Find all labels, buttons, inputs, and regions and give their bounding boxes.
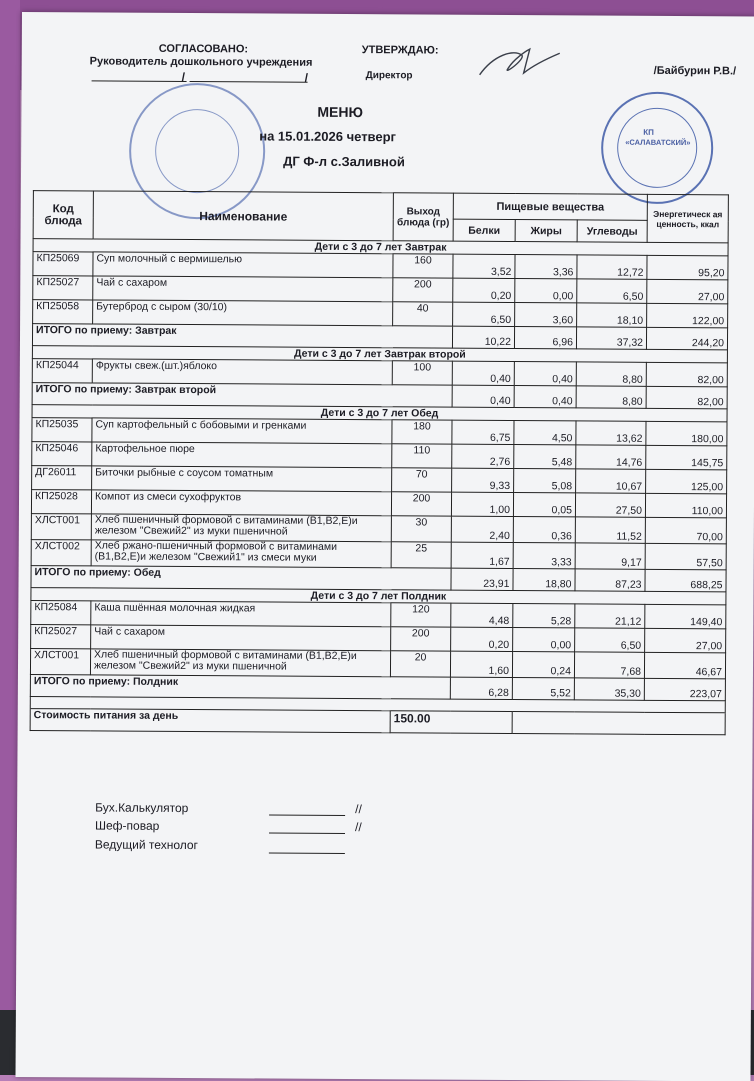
- dish-code: КП25084: [31, 601, 91, 625]
- total-label: ИТОГО по приему: Завтрак второй: [32, 383, 452, 408]
- dish-code: КП25027: [33, 276, 93, 300]
- dish-code: КП25028: [31, 490, 91, 514]
- dish-fat: 5,48: [514, 445, 576, 469]
- dish-yield: 110: [392, 444, 452, 468]
- header-yield: Выход блюда (гр): [393, 193, 453, 241]
- dish-energy: 122,00: [647, 303, 728, 327]
- header-name: Наименование: [93, 191, 393, 241]
- dish-protein: 4,48: [451, 603, 513, 627]
- signature-role-technologist: Ведущий технолог: [94, 837, 198, 853]
- dish-fat: 0,24: [512, 652, 574, 678]
- dish-protein: 2,40: [451, 516, 513, 542]
- dish-yield: 120: [391, 603, 451, 627]
- dish-protein: 1,00: [451, 492, 513, 516]
- dish-name: Суп картофельный с бобовыми и гренками: [92, 418, 392, 444]
- dish-carbs: 11,52: [575, 517, 645, 543]
- menu-table: [30, 190, 729, 735]
- section-title: Дети с 3 до 7 лет Обед: [32, 405, 727, 422]
- cost-label: Стоимость питания за день: [30, 709, 390, 733]
- dish-code: КП25035: [32, 418, 92, 442]
- header-code: Код блюда: [33, 191, 93, 239]
- dish-energy: 57,50: [645, 543, 726, 569]
- total-label: ИТОГО по приему: Завтрак: [32, 324, 452, 349]
- dish-yield: 180: [392, 420, 452, 444]
- dish-energy: 145,75: [646, 445, 727, 469]
- total-carbs: 87,23: [575, 569, 645, 591]
- dish-protein: 6,50: [453, 302, 515, 326]
- dish-energy: 95,20: [647, 255, 728, 279]
- total-fat: 0,40: [514, 386, 576, 408]
- agreed-title: СОГЛАСОВАНО:: [158, 42, 249, 56]
- dish-name: Чай с сахаром: [93, 276, 393, 302]
- dish-energy: 27,00: [645, 628, 726, 652]
- dish-name: Фрукты свеж.(шт.)яблоко: [92, 359, 392, 385]
- total-protein: 6,28: [450, 677, 512, 699]
- dish-fat: 3,60: [515, 303, 577, 327]
- menu-date: на 15.01.2026 четверг: [259, 128, 397, 145]
- dish-protein: 2,76: [452, 444, 514, 468]
- signature-line-accountant: [269, 815, 345, 816]
- dish-name: Бутерброд с сыром (30/10): [93, 300, 393, 326]
- total-protein: 10,22: [452, 326, 514, 348]
- dish-carbs: 10,67: [576, 469, 646, 493]
- total-energy: 223,07: [644, 678, 725, 700]
- dish-name: Биточки рыбные с соусом томатным: [92, 466, 392, 492]
- dish-carbs: 8,80: [576, 362, 646, 386]
- signature-sep-chef: //: [354, 820, 362, 835]
- dish-energy: 46,67: [644, 652, 725, 678]
- dish-code: КП25069: [33, 252, 93, 276]
- cost-value: 150.00: [390, 711, 512, 734]
- signature-role-accountant: Бух.Калькулятор: [95, 800, 189, 816]
- dish-carbs: 21,12: [575, 604, 645, 628]
- dish-protein: 0,40: [452, 361, 514, 385]
- total-label: ИТОГО по приему: Обед: [31, 566, 451, 591]
- dish-protein: 1,67: [451, 542, 513, 568]
- dish-energy: 110,00: [645, 493, 726, 517]
- dish-yield: 30: [391, 516, 451, 542]
- dish-name: Компот из смеси сухофруктов: [91, 490, 391, 516]
- approve-name: /Байбурин Р.В./: [653, 64, 737, 78]
- dish-carbs: 9,17: [575, 543, 645, 569]
- dish-carbs: 13,62: [576, 421, 646, 445]
- dish-fat: 5,08: [514, 469, 576, 493]
- header-energy: Энергетическ ая ценность, ккал: [647, 194, 728, 242]
- signature-role-chef: Шеф-повар: [94, 818, 160, 833]
- dish-fat: 3,33: [513, 543, 575, 569]
- total-fat: 5,52: [512, 678, 574, 700]
- dish-name: Хлеб пшеничный формовой с витаминами (В1,В2,Е)и железом "Свежий2" из муки пшеничной: [91, 514, 391, 542]
- dish-carbs: 6,50: [577, 279, 647, 303]
- dish-yield: 100: [392, 361, 452, 385]
- agreed-role: Руководитель дошкольного учреждения: [89, 55, 313, 69]
- dish-yield: 200: [391, 492, 451, 516]
- menu-body: [30, 239, 728, 701]
- dish-protein: 6,75: [452, 420, 514, 444]
- dish-yield: 200: [393, 278, 453, 302]
- dish-yield: 70: [392, 468, 452, 492]
- approve-title: УТВЕРЖДАЮ:: [361, 44, 439, 57]
- dish-yield: 200: [391, 627, 451, 651]
- header-carbs: Углеводы: [577, 220, 647, 242]
- dish-fat: 0,40: [514, 362, 576, 386]
- total-fat: 18,80: [513, 569, 575, 591]
- agreed-sign-line-right: [190, 81, 308, 83]
- total-carbs: 8,80: [576, 386, 646, 408]
- dish-code: ХЛСТ001: [31, 514, 91, 540]
- dish-code: ХЛСТ001: [30, 649, 90, 675]
- dish-fat: 0,00: [515, 279, 577, 303]
- cost-row: [30, 709, 725, 735]
- director-signature: [474, 45, 564, 86]
- total-fat: 6,96: [514, 327, 576, 349]
- dish-yield: 20: [390, 651, 450, 677]
- total-energy: 244,20: [646, 327, 727, 349]
- dish-name: Чай с сахаром: [91, 625, 391, 651]
- total-carbs: 37,32: [576, 327, 646, 349]
- dish-name: Суп молочный с вермишелью: [93, 252, 393, 278]
- dish-energy: 180,00: [646, 421, 727, 445]
- agreed-sign-line-left: [92, 80, 187, 82]
- dish-carbs: 27,50: [575, 493, 645, 517]
- section-title: Дети с 3 до 7 лет Полдник: [31, 588, 726, 605]
- organization-stamp: КП «САЛАВАТСКИЙ»: [601, 92, 714, 205]
- dish-carbs: 12,72: [577, 255, 647, 279]
- signature-line-technologist: [269, 853, 345, 854]
- dish-fat: 4,50: [514, 421, 576, 445]
- dish-energy: 149,40: [645, 604, 726, 628]
- dish-name: Каша пшённая молочная жидкая: [91, 601, 391, 627]
- agreed-sign-separator: /: [181, 69, 185, 84]
- dish-fat: 5,28: [513, 604, 575, 628]
- agreed-sign-end: /: [304, 70, 308, 85]
- total-energy: 82,00: [646, 386, 727, 408]
- dish-fat: 0,00: [513, 628, 575, 652]
- dish-carbs: 6,50: [575, 628, 645, 652]
- dish-name: Хлеб ржано-пшеничный формовой с витаминами (В1,В2,Е)и железом "Свежий1" из смеси муки: [91, 540, 391, 568]
- total-protein: 23,91: [451, 568, 513, 590]
- total-label: ИТОГО по приему: Полдник: [30, 675, 450, 700]
- dish-energy: 70,00: [645, 517, 726, 543]
- total-energy: 688,25: [645, 569, 726, 591]
- section-title: Дети с 3 до 7 лет Завтрак второй: [32, 346, 727, 363]
- dish-energy: 27,00: [647, 279, 728, 303]
- dish-carbs: 14,76: [576, 445, 646, 469]
- menu-organization: ДГ Ф-л с.Заливной: [283, 153, 405, 170]
- dish-protein: 0,20: [451, 627, 513, 651]
- dish-protein: 9,33: [452, 468, 514, 492]
- dish-carbs: 7,68: [574, 652, 644, 678]
- dish-code: КП25027: [31, 625, 91, 649]
- dish-fat: 3,36: [515, 255, 577, 279]
- dish-code: КП25046: [32, 442, 92, 466]
- dish-energy: 82,00: [646, 362, 727, 386]
- dish-protein: 1,60: [450, 651, 512, 677]
- approve-role: Директор: [365, 70, 413, 82]
- dish-fat: 0,36: [513, 517, 575, 543]
- signature-sep-accountant: //: [355, 802, 362, 817]
- dish-code: КП25044: [32, 359, 92, 383]
- header-fat: Жиры: [515, 220, 577, 242]
- header-protein: Белки: [453, 219, 515, 241]
- dish-fat: 0,05: [513, 493, 575, 517]
- dish-yield: 25: [391, 542, 451, 568]
- dish-name: Хлеб пшеничный формовой с витаминами (В1,В2,Е)и железом "Свежий2" из муки пшеничной: [90, 649, 390, 677]
- dish-protein: 3,52: [453, 254, 515, 278]
- dish-yield: 40: [393, 302, 453, 326]
- dish-carbs: 18,10: [577, 303, 647, 327]
- section-title: Дети с 3 до 7 лет Завтрак: [33, 239, 728, 256]
- dish-code: КП25058: [33, 300, 93, 324]
- dish-name: Картофельное пюре: [92, 442, 392, 468]
- dish-code: ХЛСТ002: [31, 540, 91, 566]
- dish-energy: 125,00: [646, 469, 727, 493]
- total-protein: 0,40: [452, 385, 514, 407]
- dish-yield: 160: [393, 254, 453, 278]
- page-title: МЕНЮ: [317, 103, 364, 121]
- signature-line-chef: [269, 833, 345, 834]
- menu-document: [15, 12, 754, 1081]
- dish-code: ДГ26011: [32, 466, 92, 490]
- total-carbs: 35,30: [574, 678, 644, 700]
- dish-protein: 0,20: [453, 278, 515, 302]
- header-nutrients: Пищевые вещества: [453, 193, 647, 220]
